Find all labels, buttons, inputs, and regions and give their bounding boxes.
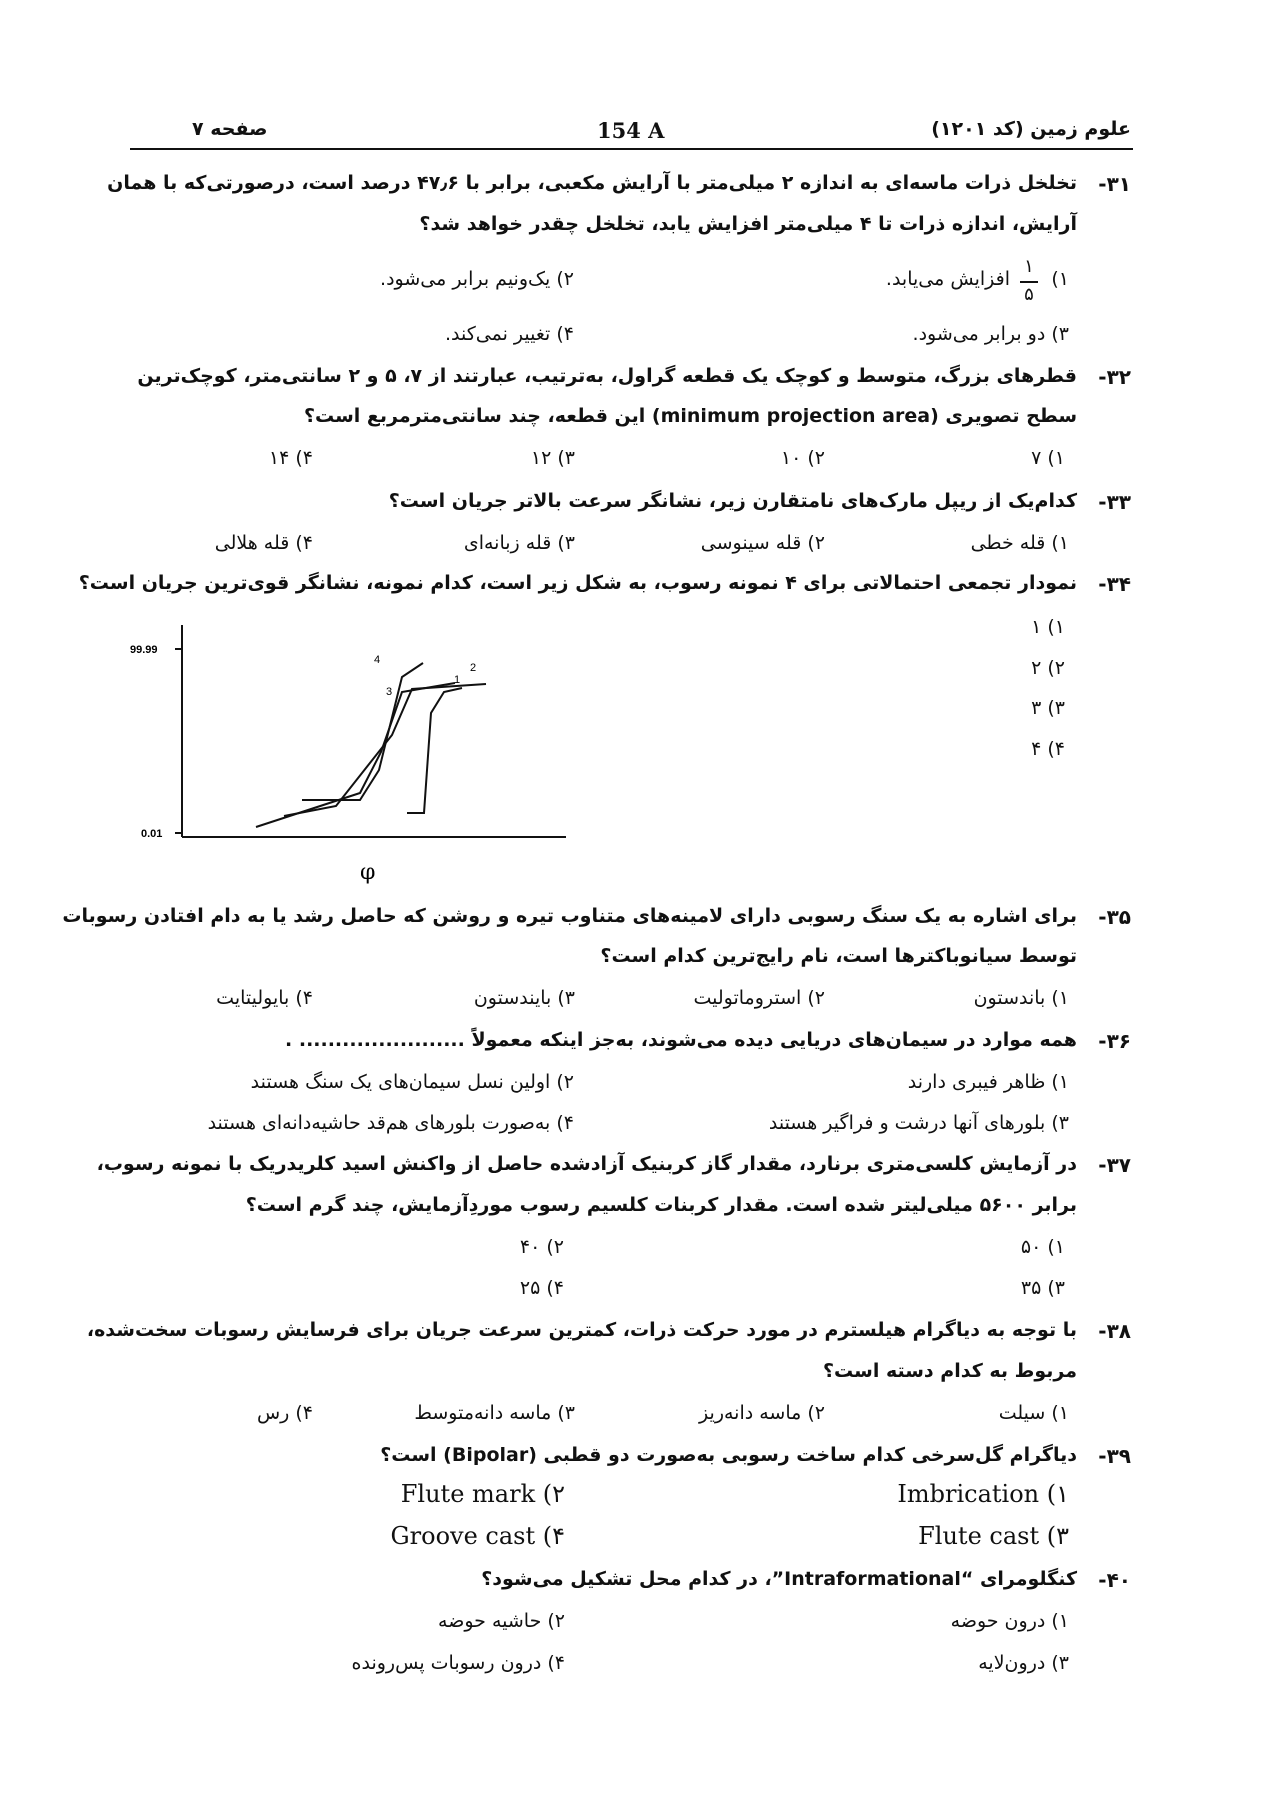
curve-2 <box>284 684 486 816</box>
question-34-number: ۳۴- <box>1098 572 1131 596</box>
q36-option-1[interactable]: ۱) ظاهر فیبری دارند <box>907 1071 1069 1093</box>
question-31-text: تخلخل ذرات ماسه‌ای به اندازه ۲ میلی‌متر با آرایش مکعبی، برابر با ۴۷٫۶ درصد است، درصورتی‌که با همان <box>107 172 1077 194</box>
q35-option-1[interactable]: ۱) باندستون <box>973 987 1069 1009</box>
q37-option-3[interactable]: ۳) ۳۵ <box>1020 1277 1065 1299</box>
q35-option-2[interactable]: ۲) استروماتولیت <box>693 987 825 1009</box>
q31-option-1-denominator: ۵ <box>1024 284 1034 305</box>
exam-subject: علوم زمین (کد ۱۲۰۱) <box>931 118 1131 140</box>
curve-4 <box>302 663 423 800</box>
q33-option-4[interactable]: ۴) قله هلالی <box>214 532 313 554</box>
header-divider <box>130 148 1133 150</box>
question-34-text: نمودار تجمعی احتمالاتی برای ۴ نمونه رسوب، به شکل زیر است، کدام نمونه، نشانگر قوی‌ترین جریان است؟ <box>78 572 1077 594</box>
q34-option-2[interactable]: ۲) ۲ <box>1031 657 1065 679</box>
q38-option-4[interactable]: ۴) رس <box>256 1402 313 1424</box>
q35-option-4[interactable]: ۴) بایولیتایت <box>216 987 313 1009</box>
x-axis-label: φ <box>360 860 376 885</box>
q31-fraction-bar <box>1020 281 1038 283</box>
question-32-number: ۳۲- <box>1098 365 1131 389</box>
question-39-number: ۳۹- <box>1098 1444 1131 1468</box>
booklet-code: 154 A <box>597 118 665 143</box>
q31-option-1-numerator: ۱ <box>1024 256 1034 277</box>
curve-label-4: 4 <box>374 654 381 666</box>
question-31-number: ۳۱- <box>1098 172 1131 196</box>
q33-option-1[interactable]: ۱) قله خطی <box>970 532 1069 554</box>
question-36-text: همه موارد در سیمان‌های دریایی دیده می‌شوند، به‌جز اینکه معمولاً ....................... . <box>285 1029 1077 1051</box>
q34-option-1[interactable]: ۱) ۱ <box>1031 616 1065 638</box>
question-31-text-line2: آرایش، اندازه ذرات تا ۴ میلی‌متر افزایش یابد، تخلخل چقدر خواهد شد؟ <box>419 213 1077 235</box>
q31-option-1-text[interactable]: افزایش می‌یابد. <box>885 268 1010 290</box>
q32-option-3[interactable]: ۳) ۱۲ <box>530 447 575 469</box>
question-38-text: با توجه به دیاگرام هیلسترم در مورد حرکت ذرات، کمترین سرعت جریان برای فرسایش رسوبات سخت‌شده، <box>86 1319 1077 1341</box>
q39-option-3[interactable]: Flute cast (۳ <box>918 1522 1069 1550</box>
q32-option-1[interactable]: ۱) ۷ <box>1031 447 1065 469</box>
question-32-text-line2: سطح تصویری (minimum projection area) این قطعه، چند سانتی‌مترمربع است؟ <box>303 405 1077 427</box>
question-35-text-line2: توسط سیانوباکترها است، نام رایج‌ترین کدام است؟ <box>600 945 1077 967</box>
curve-label-1: 1 <box>454 674 461 686</box>
y-label-bottom: 0.01 <box>141 828 163 840</box>
q31-option-1-prefix[interactable]: ۱) <box>1051 268 1069 290</box>
q39-option-4[interactable]: Groove cast (۴ <box>390 1522 565 1550</box>
q33-option-2[interactable]: ۲) قله سینوسی <box>700 532 825 554</box>
question-36-number: ۳۶- <box>1098 1029 1131 1053</box>
q37-option-2[interactable]: ۲) ۴۰ <box>519 1236 564 1258</box>
q34-option-3[interactable]: ۳) ۳ <box>1031 697 1065 719</box>
q38-option-2[interactable]: ۲) ماسه دانه‌ریز <box>699 1402 825 1424</box>
q40-option-3[interactable]: ۳) درون‌لایه <box>978 1652 1069 1674</box>
question-40-text: کنگلومرای “Intraformational”، در کدام محل تشکیل می‌شود؟ <box>481 1568 1077 1590</box>
question-33-text: کدام‌یک از ریپل مارک‌های نامتقارن زیر، نشانگر سرعت بالاتر جریان است؟ <box>388 490 1077 512</box>
q31-option-3[interactable]: ۳) دو برابر می‌شود. <box>912 323 1069 345</box>
q34-option-4[interactable]: ۴) ۴ <box>1031 738 1065 760</box>
q36-option-4[interactable]: ۴) به‌صورت بلورهای هم‌قد حاشیه‌دانه‌ای هستند <box>207 1112 574 1134</box>
q40-option-4[interactable]: ۴) درون رسوبات پس‌رونده <box>351 1652 565 1674</box>
q39-option-2[interactable]: Flute mark (۲ <box>400 1480 565 1508</box>
q31-option-2[interactable]: ۲) یک‌ونیم برابر می‌شود. <box>380 268 574 290</box>
q40-option-1[interactable]: ۱) درون حوضه <box>950 1610 1069 1632</box>
q35-option-3[interactable]: ۳) بایندستون <box>473 987 575 1009</box>
cumulative-probability-figure <box>120 620 590 890</box>
question-32-text: قطرهای بزرگ، متوسط و کوچک یک قطعه گراول، به‌ترتیب، عبارتند از ۷، ۵ و ۲ سانتی‌متر، کوچک‌ترین <box>137 365 1077 387</box>
q36-option-2[interactable]: ۲) اولین نسل سیمان‌های یک سنگ هستند <box>250 1071 574 1093</box>
q32-option-4[interactable]: ۴) ۱۴ <box>268 447 313 469</box>
curve-1 <box>407 688 462 813</box>
q38-option-3[interactable]: ۳) ماسه دانه‌متوسط <box>414 1402 575 1424</box>
curve-label-2: 2 <box>470 662 477 674</box>
q39-option-1[interactable]: Imbrication (۱ <box>897 1480 1069 1508</box>
q33-option-3[interactable]: ۳) قله زبانه‌ای <box>463 532 575 554</box>
y-label-top: 99.99 <box>130 644 158 656</box>
curve-label-3: 3 <box>386 686 393 698</box>
question-35-text: برای اشاره به یک سنگ رسوبی دارای لامینه‌های متناوب تیره و روشن که حاصل رشد یا به دام افتادن رسوبات <box>62 905 1077 927</box>
page-number: صفحه ۷ <box>192 118 268 140</box>
question-35-number: ۳۵- <box>1098 905 1131 929</box>
q40-option-2[interactable]: ۲) حاشیه حوضه <box>438 1610 565 1632</box>
q37-option-1[interactable]: ۱) ۵۰ <box>1020 1236 1065 1258</box>
q38-option-1[interactable]: ۱) سیلت <box>998 1402 1069 1424</box>
q37-option-4[interactable]: ۴) ۲۵ <box>519 1277 564 1299</box>
q32-option-2[interactable]: ۲) ۱۰ <box>780 447 825 469</box>
question-38-number: ۳۸- <box>1098 1319 1131 1343</box>
question-37-text-line2: برابر ۵۶۰۰ میلی‌لیتر شده است. مقدار کربنات کلسیم رسوب موردِآزمایش، چند گرم است؟ <box>245 1194 1077 1216</box>
question-39-text: دیاگرام گل‌سرخی کدام ساخت رسوبی به‌صورت دو قطبی (Bipolar) است؟ <box>380 1444 1077 1466</box>
question-33-number: ۳۳- <box>1098 490 1131 514</box>
question-37-text: در آزمایش کلسی‌متری برنارد، مقدار گاز کربنیک آزادشده حاصل از واکنش اسید کلریدریک با نمونه رسوب، <box>96 1153 1077 1175</box>
q31-option-4[interactable]: ۴) تغییر نمی‌کند. <box>444 323 574 345</box>
question-37-number: ۳۷- <box>1098 1153 1131 1177</box>
question-40-number: ۴۰- <box>1098 1568 1131 1592</box>
q36-option-3[interactable]: ۳) بلورهای آنها درشت و فراگیر هستند <box>768 1112 1069 1134</box>
question-38-text-line2: مربوط به کدام دسته است؟ <box>823 1360 1077 1382</box>
